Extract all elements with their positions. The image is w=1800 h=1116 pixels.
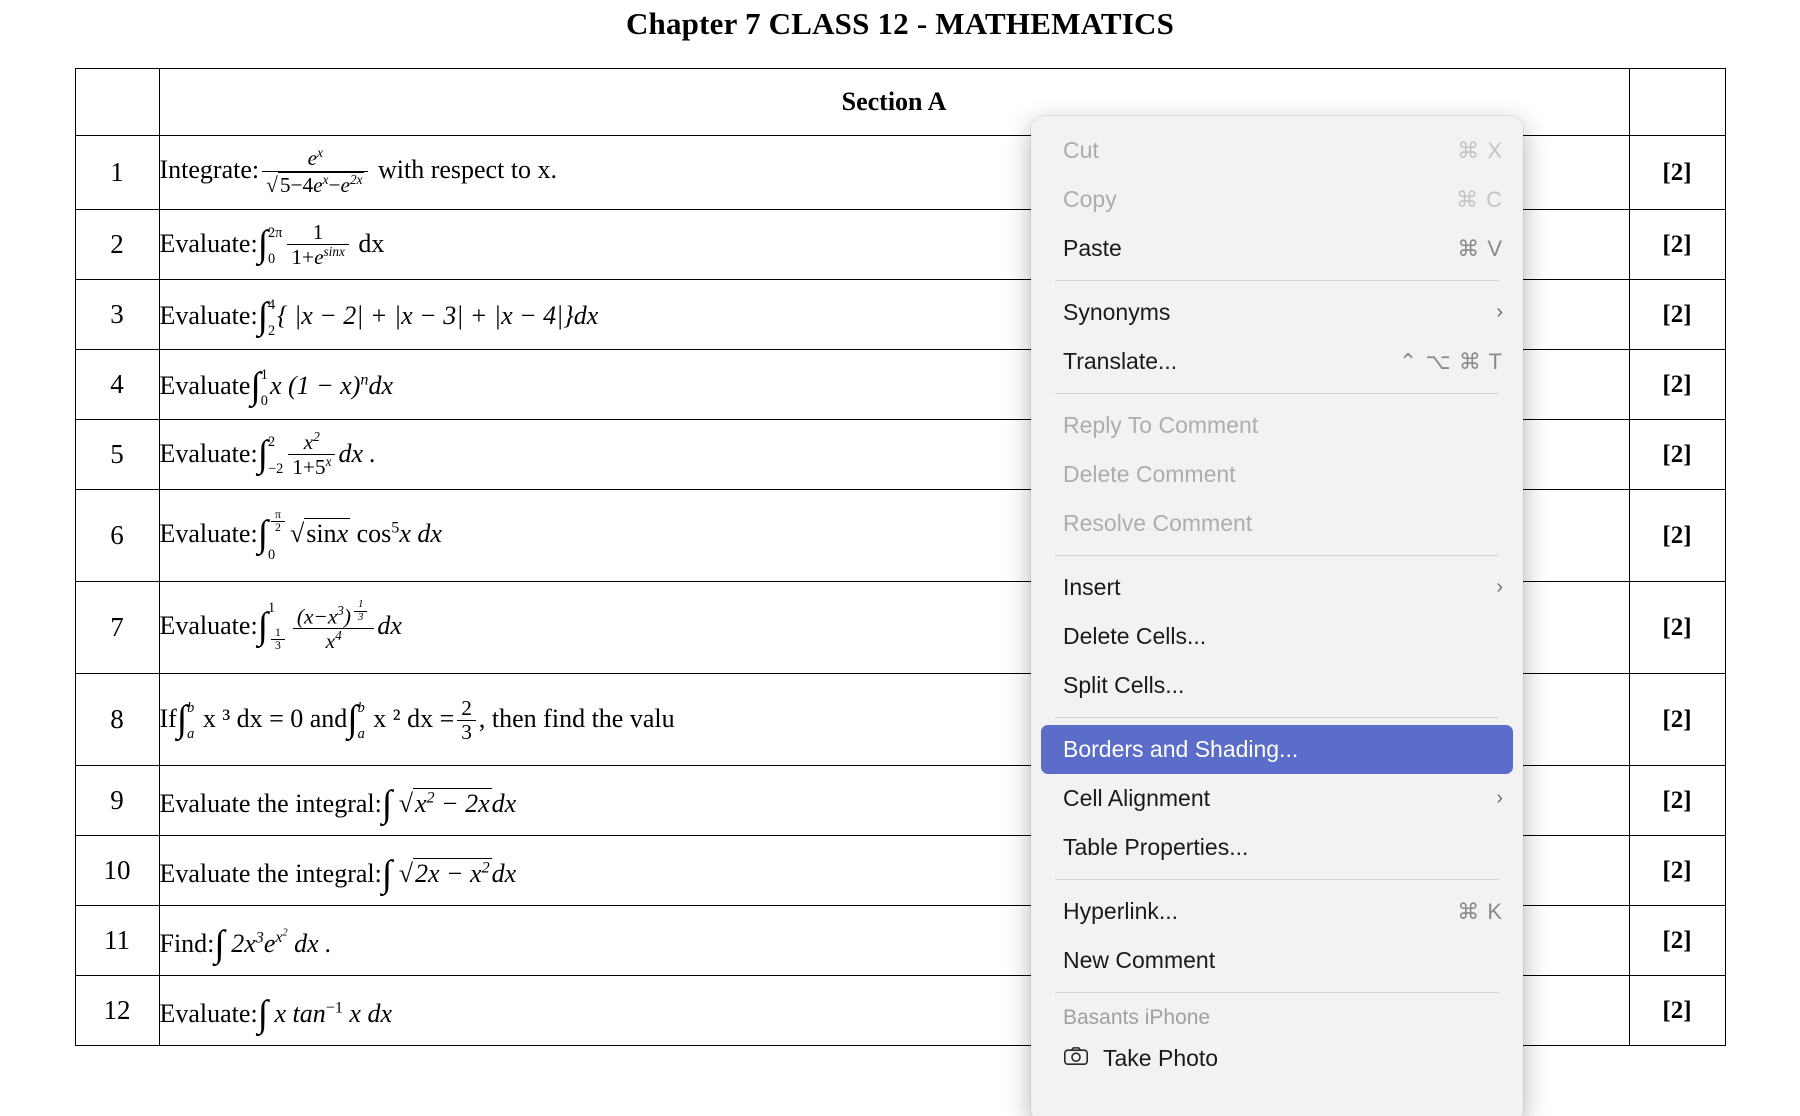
- menu-item-label: Paste: [1063, 235, 1122, 261]
- question-marks: [2]: [1629, 766, 1725, 836]
- question-number: 12: [75, 976, 159, 1046]
- menu-item-label: Translate...: [1063, 348, 1178, 374]
- menu-item-label: Reply To Comment: [1063, 412, 1259, 438]
- question-number: 11: [75, 906, 159, 976]
- question-marks: [2]: [1629, 674, 1725, 766]
- menu-item-insert[interactable]: [1031, 563, 1523, 612]
- menu-item-shortcut: ⌘ C: [1456, 186, 1503, 212]
- question-marks: [2]: [1629, 836, 1725, 906]
- q6-limits: $\frac{\pi}{2}$ 0: [268, 510, 288, 563]
- menu-item-translate[interactable]: [1031, 337, 1523, 386]
- menu-item-cut[interactable]: [1031, 126, 1523, 175]
- menu-item-shortcut: ⌘ V: [1457, 235, 1503, 261]
- q10-prefix: Evaluate the integral:: [159, 858, 382, 888]
- q4-tail: dx: [368, 370, 393, 400]
- question-body: Evaluate:∫ x $\tan^{-1} x$ dx: [159, 976, 1629, 1046]
- question-number: 6: [75, 490, 159, 582]
- q2-prefix: Evaluate:: [159, 228, 258, 258]
- menu-item-new-comment[interactable]: [1031, 936, 1523, 985]
- q7-prefix: Evaluate:: [159, 610, 258, 640]
- menu-item-copy[interactable]: [1031, 175, 1523, 224]
- question-marks: [2]: [1629, 490, 1725, 582]
- question-body: Evaluate:∫ 4 2 { |x − 2| + |x − 3| + |x − 4|}dx: [159, 280, 1629, 350]
- q8-limits-2: b a: [357, 699, 365, 743]
- q12-tail: x dx: [349, 998, 393, 1028]
- question-marks: [2]: [1629, 210, 1725, 280]
- q1-suffix: with respect to x.: [377, 155, 558, 185]
- q8-fraction: $\frac{2}{3}$: [457, 697, 476, 744]
- question-number: 10: [75, 836, 159, 906]
- menu-separator: [1055, 992, 1499, 993]
- q10-body: dx: [491, 858, 517, 888]
- menu-item-synonyms[interactable]: [1031, 288, 1523, 337]
- section-row-num-cell: [75, 69, 159, 136]
- q6-tail: x dx: [399, 518, 442, 548]
- menu-item-paste[interactable]: [1031, 224, 1523, 273]
- context-menu[interactable]: [1031, 116, 1523, 1116]
- camera-icon: [1063, 1047, 1089, 1071]
- q4-limits: 1 0: [260, 366, 268, 409]
- question-number: 7: [75, 582, 159, 674]
- menu-item-shortcut: ⌘ K: [1457, 898, 1503, 924]
- q12-prefix: Evaluate:: [159, 998, 258, 1028]
- document-page: [0, 6, 1800, 1116]
- section-header: Section A: [159, 69, 1629, 136]
- menu-item-label: Cell Alignment: [1063, 785, 1211, 811]
- q4-prefix: Evaluate: [159, 370, 251, 400]
- question-body: Find:∫ $2x^3e^{x^2}$ dx .: [159, 906, 1629, 976]
- q7-tail: dx: [377, 610, 402, 640]
- question-body: Evaluate∫ 1 0 x $(1 - x)^ndx$: [159, 350, 1629, 420]
- q3-body: { |x − 2| + |x − 3| + |x − 4|}dx: [277, 300, 599, 330]
- menu-item-table-properties[interactable]: [1031, 823, 1523, 872]
- menu-separator: [1055, 879, 1499, 880]
- question-marks: [2]: [1629, 136, 1725, 210]
- question-body: Evaluate the integral:∫ $√x^2 - 2xdx$: [159, 766, 1629, 836]
- question-body: Evaluate:∫ 2 −2 $\frac{x^2}{1+5^x}$ dx .: [159, 420, 1629, 490]
- menu-item-label: New Comment: [1063, 947, 1216, 973]
- menu-item-label: Synonyms: [1063, 299, 1171, 325]
- question-marks: [2]: [1629, 582, 1725, 674]
- menu-separator: [1055, 393, 1499, 394]
- question-number: 9: [75, 766, 159, 836]
- question-number: 4: [75, 350, 159, 420]
- menu-item-label: Table Properties...: [1063, 834, 1249, 860]
- q8-mid1: x ³ dx = 0 and: [202, 704, 348, 734]
- q8-prefix: If: [159, 704, 177, 734]
- question-marks: [2]: [1629, 350, 1725, 420]
- menu-item-cell-alignment[interactable]: [1031, 774, 1523, 823]
- menu-item-shortcut: ⌘ X: [1457, 137, 1503, 163]
- question-number: 3: [75, 280, 159, 350]
- q11-prefix: Find:: [159, 928, 215, 958]
- question-marks: [2]: [1629, 976, 1725, 1046]
- continuity-device-header: Basants iPhone: [1063, 1006, 1211, 1029]
- q1-prefix: Integrate:: [159, 155, 260, 185]
- menu-item-take-photo[interactable]: [1031, 1034, 1523, 1083]
- q6-prefix: Evaluate:: [159, 518, 258, 548]
- q8-tail: , then find the valu: [478, 704, 675, 734]
- menu-item-label: Resolve Comment: [1063, 510, 1253, 536]
- q12-body: x tan: [274, 998, 326, 1028]
- menu-separator: [1055, 280, 1499, 281]
- section-row-marks-cell: [1629, 69, 1725, 136]
- q7-fraction: $(x-x^3)$ $^{\frac{1}{3}}$ $x^4$: [293, 600, 375, 653]
- q4-body: x (1 − x): [269, 370, 361, 400]
- menu-item-shortcut: ⌃ ⌥ ⌘ T: [1398, 348, 1503, 374]
- menu-item-label: Cut: [1063, 137, 1099, 163]
- q9-prefix: Evaluate the integral:: [159, 788, 382, 818]
- question-number: 5: [75, 420, 159, 490]
- menu-item-label: Delete Cells...: [1063, 623, 1207, 649]
- question-marks: [2]: [1629, 906, 1725, 976]
- question-body: Evaluate:∫ $\frac{\pi}{2}$ 0 √sinx $\cos^5x$ dx: [159, 490, 1629, 582]
- q2-fraction: $\frac{1}{1+e^{sinx}}$: [287, 221, 348, 269]
- question-number: 1: [75, 136, 159, 210]
- question-number: 8: [75, 674, 159, 766]
- menu-item-label: Borders and Shading...: [1063, 736, 1299, 762]
- q8-limits-1: b a: [187, 699, 195, 743]
- question-body: If∫ b a x ³ dx = 0 and∫ b a x ² dx = $\frac{2}{3}$ , then find the valu: [159, 674, 1629, 766]
- menu-item-borders-and-shading[interactable]: [1041, 725, 1513, 774]
- q3-limits: 4 2: [268, 296, 276, 339]
- menu-item-split-cells[interactable]: [1031, 661, 1523, 710]
- q5-prefix: Evaluate:: [159, 438, 258, 468]
- question-marks: [2]: [1629, 420, 1725, 490]
- question-marks: [2]: [1629, 280, 1725, 350]
- menu-item-label: Copy: [1063, 186, 1117, 212]
- q2-limits: 2π 0: [268, 224, 283, 267]
- question-body: Evaluate the integral:∫ $√2x - x^2dx$: [159, 836, 1629, 906]
- menu-item-delete-cells[interactable]: [1031, 612, 1523, 661]
- q3-prefix: Evaluate:: [159, 300, 258, 330]
- q1-fraction: $\frac{e^x}{√5-4e^x-e^{2x}}$: [262, 146, 368, 196]
- question-body: Evaluate:∫ 2π 0 $\frac{1}{1+e^{sinx}}$ dx: [159, 210, 1629, 280]
- q7-limits: 1 $\frac{1}{3}$: [268, 601, 288, 654]
- q5-fraction: $\frac{x^2}{1+5^x}$: [288, 430, 335, 479]
- menu-item-hyperlink[interactable]: [1031, 887, 1523, 936]
- menu-item-label: Take Photo: [1103, 1045, 1219, 1071]
- menu-item-label: Insert: [1063, 574, 1121, 600]
- menu-item-label: Hyperlink...: [1063, 898, 1179, 924]
- menu-item-label: Delete Comment: [1063, 461, 1236, 487]
- page-title: Chapter 7 CLASS 12 - MATHEMATICS: [625, 6, 1175, 41]
- question-number: 2: [75, 210, 159, 280]
- chevron-right-icon: ›: [1496, 301, 1503, 323]
- menu-separator: [1055, 555, 1499, 556]
- menu-item-resolve-comment[interactable]: [1031, 499, 1523, 548]
- q5-tail: dx .: [338, 438, 376, 468]
- q9-body: dx: [491, 788, 517, 818]
- chevron-right-icon: ›: [1496, 576, 1503, 598]
- menu-item-delete-comment[interactable]: [1031, 450, 1523, 499]
- menu-separator: [1055, 717, 1499, 718]
- q8-mid2: x ² dx =: [373, 704, 455, 734]
- menu-item-reply-to-comment[interactable]: [1031, 401, 1523, 450]
- q2-suffix: dx: [358, 228, 385, 258]
- menu-item-label: Split Cells...: [1063, 672, 1185, 698]
- q5-limits: 2 −2: [268, 434, 284, 477]
- chevron-right-icon: ›: [1496, 787, 1503, 809]
- question-body: Evaluate:∫ 1 $\frac{1}{3}$ $(x-x^3)$ $^{\frac{1}{3}}$ $x^4$ dx: [159, 582, 1629, 674]
- q11-tail: dx .: [294, 928, 332, 958]
